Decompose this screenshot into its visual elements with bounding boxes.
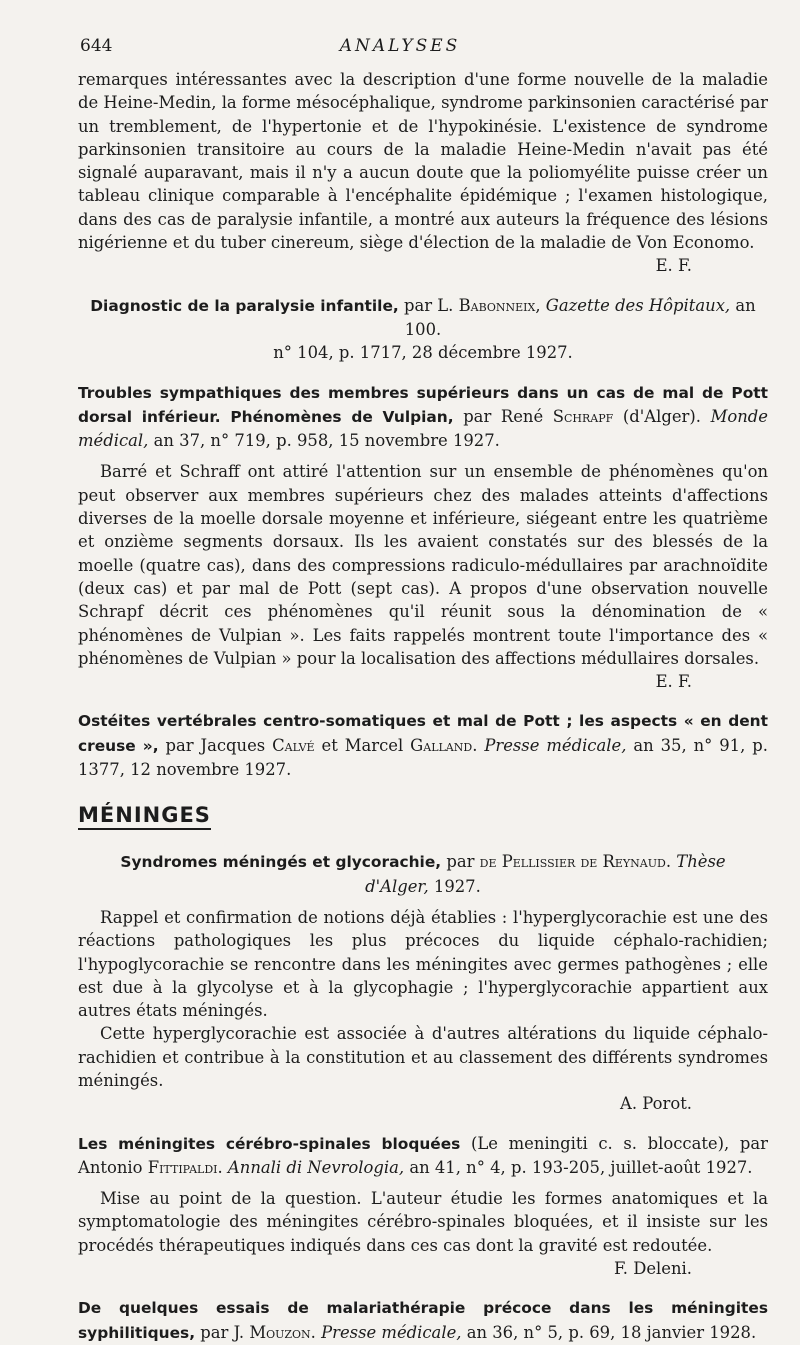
entry-original-title: (Le meningiti c. s. bloccate), — [470, 1133, 730, 1153]
entry-body-2: Cette hyperglycorachie est associée à d'autres altérations du liquide céphalo-rachidien et contribue à la constitution et au classement des différents syndromes méningés. — [78, 1024, 768, 1090]
entry-journal: Presse médicale, — [321, 1322, 462, 1342]
page-header — [80, 36, 760, 60]
entry-body: Mise au point de la question. L'auteur étudie les formes anatomiques et la symptomatologie des méningites cérébro-spinales bloquées, et il insiste sur les procédés thérapeutiques indiqués dans ces cas dont la gravité est redoutée. — [78, 1189, 768, 1255]
page-content — [78, 68, 768, 1345]
entry-journal: Monde médical, — [78, 406, 768, 451]
entry-heading — [78, 850, 768, 898]
entry-signature: E. F. — [655, 672, 692, 692]
page-number: 644 — [80, 36, 113, 56]
entry-signature: A. Porot. — [620, 1094, 692, 1114]
entry-heading — [78, 1296, 768, 1345]
entry-osteites-vertebrales — [78, 709, 768, 781]
entry-heading — [78, 1132, 768, 1180]
entry-reference: an 100. — [404, 295, 756, 339]
entry-author: de Pellissier de Reynaud. — [479, 852, 672, 872]
entry-journal: Gazette des Hôpitaux, — [545, 295, 731, 315]
entry-place: (d'Alger). — [622, 406, 701, 426]
entry-diagnostic-paralysie — [78, 294, 768, 365]
intro-paragraph: remarques intéressantes avec la description d'une forme nouvelle de la maladie de Heine-Medin, la forme mésocéphalique, syndrome parkinsonien caractérisé par un tremblement, de l'hypertonie et de l'hypokinésie. L'existence de syndrome parkinsonien transitoire au cours de la maladie Heine-Medin n'avait pas été signalé auparavant, mais il n'y a aucun doute que la poliomyélite puisse créer un tableau clinique comparable à l'encéphalite épidémique ; l'examen histologique, dans des cas de paralysie infantile, a montré aux auteurs la fréquence des lésions nigérienne et du tuber cinereum, siège d'élection de la maladie de Von Economo. — [78, 70, 768, 253]
entry-journal: Thèse — [676, 852, 726, 872]
entry-malariatherapie — [78, 1296, 768, 1345]
entry-title: Ostéites vertébrales centro-somatiques et mal de Pott ; les aspects « en dent creuse », — [78, 712, 768, 755]
intro-block — [78, 68, 768, 278]
entry-journal-cont: d'Alger, — [365, 876, 429, 896]
entry-reference-cont: n° 104, p. 1717, 28 décembre 1927. — [273, 343, 573, 363]
entry-heading — [78, 294, 768, 365]
entry-reference: an 37, n° 719, p. 958, 15 novembre 1927. — [153, 431, 500, 451]
entry-body: Barré et Schraff ont attiré l'attention sur un ensemble de phénomènes qu'on peut observer aux membres supérieurs chez des malades atteints d'affections diverses de la moelle dorsale moyenne et inférieure, siégeant entre les quatrième et onzième segments dorsaux. Ils les avaient constatés sur des blessés de la moelle (quatre cas), dans des compressions radiculo-médullaires par arachnoïdite (deux cas) et par mal de Pott (sept cas). A propos d'une observation nouvelle Schrapf décrit ces phénomènes qu'il réunit sous la dénomination de « phénomènes de Vulpian ». Les faits rappelés montrent toute l'importance des « phénomènes de Vulpian » pour la localisation des affections médullaires dorsales. — [78, 462, 768, 668]
entry-author: Babonneix, — [458, 295, 541, 315]
entry-reference: an 35, n° 91, p. 1377, 12 novembre 1927. — [78, 735, 768, 780]
entry-heading — [78, 709, 768, 781]
entry-year: 1927. — [433, 876, 481, 896]
entry-signature: F. Deleni. — [613, 1259, 692, 1279]
entry-by: par Jacques — [165, 735, 266, 755]
entry-author: Schrapf — [552, 406, 614, 426]
entry-author: Calvé — [272, 735, 315, 755]
entry-by: par — [446, 852, 475, 872]
running-title: ANALYSES — [339, 36, 461, 56]
entry-journal: Annali di Nevrologia, — [227, 1157, 405, 1177]
entry-title: Diagnostic de la paralysie infantile, — [90, 296, 399, 315]
entry-title: Les méningites cérébro-spinales bloquées — [78, 1134, 461, 1153]
section-heading: MÉNINGES — [78, 803, 211, 830]
entry-meningites-bloquees — [78, 1132, 768, 1281]
entry-by: par Antonio — [78, 1133, 768, 1177]
entry-and: et Marcel — [321, 735, 404, 755]
entry-author: Fittipaldi. — [147, 1157, 223, 1177]
entry-body: Rappel et confirmation de notions déjà établies : l'hyperglycorachie est une des réactions pathologiques les plus précoces du liquide céphalo-rachidien; l'hypoglycorachie se rencontre dans les méningites avec germes pathogènes ; elle est due à la glycolyse et à la glycophagie ; l'hyperglycorachie appartient aux autres états méningés. — [78, 907, 768, 1021]
entry-troubles-sympathiques — [78, 381, 768, 694]
entry-title: De quelques essais de malariathérapie précoce dans les méningites syphilitiques, — [78, 1299, 768, 1342]
entry-syndromes-meninges — [78, 850, 768, 1115]
entry-title: Troubles sympathiques des membres supérieurs dans un cas de mal de Pott dorsal inférieur. Phénomènes de Vulpian, — [78, 383, 768, 426]
entry-author-2: Galland. — [410, 735, 478, 755]
entry-by: par L. — [403, 295, 454, 315]
entry-by: par René — [463, 406, 544, 426]
entry-title: Syndromes méningés et glycorachie, — [120, 853, 442, 872]
entry-by: par J. — [200, 1322, 245, 1342]
entry-reference: an 41, n° 4, p. 193-205, juillet-août 1927. — [409, 1157, 753, 1177]
entry-author: Mouzon. — [249, 1322, 316, 1342]
intro-signature: E. F. — [655, 256, 692, 276]
entry-reference: an 36, n° 5, p. 69, 18 janvier 1928. — [466, 1322, 757, 1342]
entry-heading — [78, 381, 768, 453]
entry-journal: Presse médicale, — [484, 735, 627, 755]
